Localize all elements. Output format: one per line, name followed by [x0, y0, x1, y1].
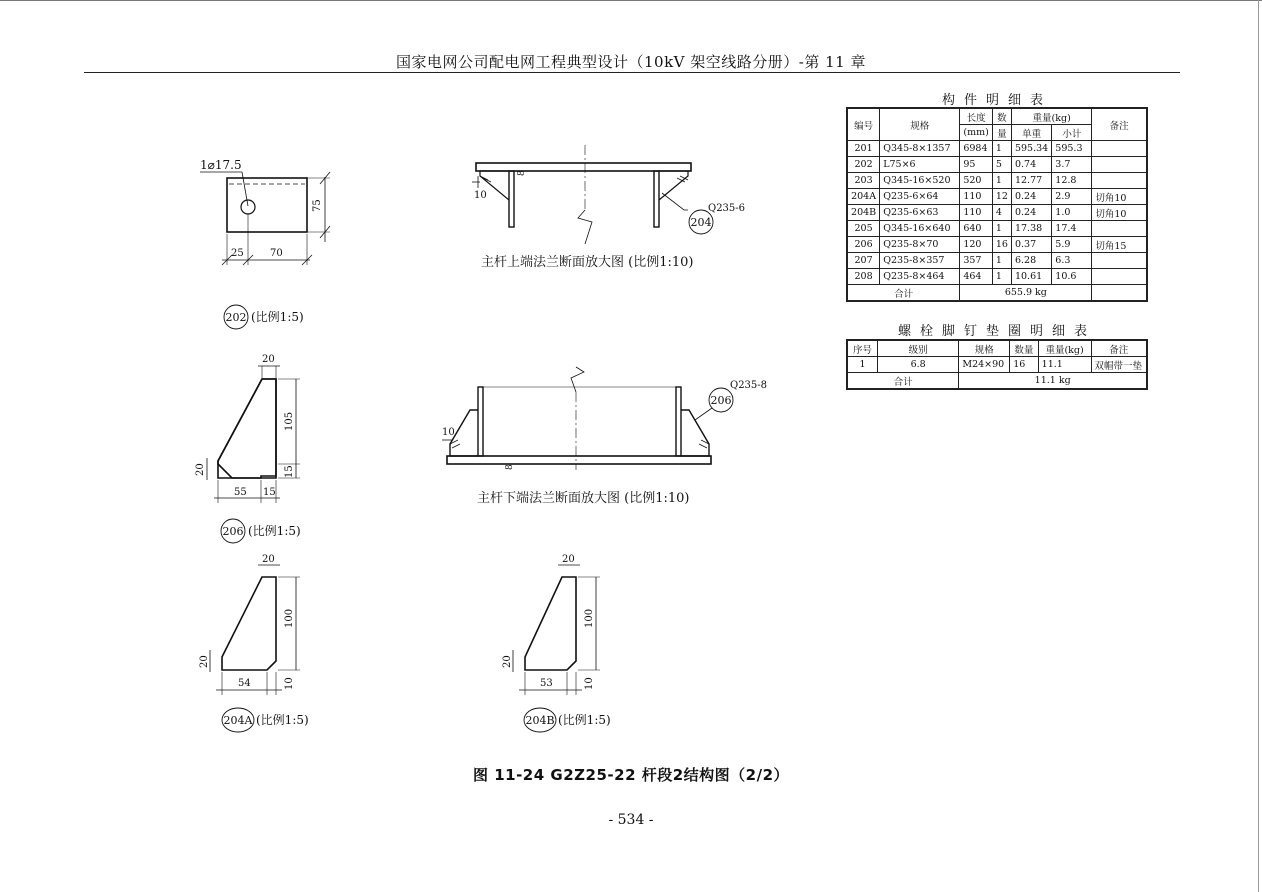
part-202-drawing: [200, 158, 330, 329]
cell-no: 204A: [847, 189, 880, 205]
part-204a-drawing: [199, 554, 309, 732]
cell-spec: Q345-8×1357: [880, 141, 960, 157]
part-206-dim-top: 20: [262, 354, 275, 365]
cell-length: 640: [960, 221, 993, 237]
lower-flange-drawing: [442, 367, 767, 506]
cell-unit: 12.77: [1011, 173, 1051, 189]
cell-no: 208: [847, 269, 880, 285]
lower-flange-weld-a: 8: [505, 464, 515, 470]
bolts-table-title: 螺栓脚钉垫圈明细表: [897, 324, 1096, 339]
total-value: 11.1 kg: [959, 373, 1147, 390]
part-206-tag: 206: [222, 525, 244, 538]
cell-remark: 切角10: [1092, 189, 1147, 205]
cell-unit: 0.37: [1011, 237, 1051, 253]
cell-sub: 6.3: [1052, 253, 1092, 269]
part-202-tag: 202: [225, 311, 247, 324]
cell-length: 520: [960, 173, 993, 189]
cell-no: 203: [847, 173, 880, 189]
cell-spec: Q235-6×64: [880, 189, 960, 205]
cell-qty: 5: [992, 157, 1011, 173]
part-206-dim-h: 105: [284, 411, 295, 431]
upper-flange-material: Q235-6: [708, 203, 746, 214]
cell-unit: 17.38: [1011, 221, 1051, 237]
part-202-dim-height: 75: [312, 199, 323, 212]
cell-spec: Q235-8×357: [880, 253, 960, 269]
header-weight: 重量(kg): [1038, 340, 1091, 357]
header-remark: 备注: [1092, 108, 1147, 141]
header-length: 长度: [960, 108, 993, 125]
part-206-dim-right: 15: [284, 465, 295, 478]
cell-qty: 4: [992, 205, 1011, 221]
figure-caption: 图 11-24 G2Z25-22 杆段2结构图（2/2）: [472, 766, 790, 784]
cell-qty: 16: [1010, 357, 1038, 373]
header-length-unit: (mm): [960, 125, 993, 141]
part-204a-dim-bottom: 54: [238, 678, 251, 689]
cell-spec: Q235-6×63: [880, 205, 960, 221]
header-remark: 备注: [1091, 340, 1147, 357]
cell-sub: 595.3: [1052, 141, 1092, 157]
total-value: 655.9 kg: [960, 285, 1092, 302]
header-grade: 级别: [878, 340, 959, 357]
part-204a-dim-cut: 10: [284, 677, 295, 690]
cell-no: 205: [847, 221, 880, 237]
cell-unit: 0.24: [1011, 205, 1051, 221]
part-204a-dim-top: 20: [262, 554, 275, 565]
cell-unit: 10.61: [1011, 269, 1051, 285]
part-204b-dim-h: 100: [584, 608, 595, 628]
part-206-dim-bottom: 55: [234, 487, 247, 498]
part-204a-dim-h: 100: [284, 608, 295, 628]
total-label: 合计: [847, 373, 959, 390]
header-seq: 序号: [847, 340, 878, 357]
cell-remark: 切角10: [1092, 205, 1147, 221]
cell-sub: 2.9: [1052, 189, 1092, 205]
header-no: 编号: [847, 108, 880, 141]
part-204b-dim-left: 20: [502, 655, 513, 668]
cell-unit: 0.24: [1011, 189, 1051, 205]
cell-remark: 双帽带一垫: [1091, 357, 1147, 373]
cell-seq: 1: [847, 357, 878, 373]
cell-sub: 12.8: [1052, 173, 1092, 189]
header-qty: 数量: [1010, 340, 1038, 357]
lower-flange-caption: 主杆下端法兰断面放大图 (比例1:10): [477, 491, 690, 506]
part-204a-tag: 204A: [223, 714, 253, 727]
header-unit-weight: 单重: [1011, 125, 1051, 141]
cell-length: 110: [960, 205, 993, 221]
lower-flange-material: Q235-8: [730, 380, 768, 391]
cell-qty: 1: [992, 141, 1011, 157]
page-header-title: 国家电网公司配电网工程典型设计（10kV 架空线路分册）-第 11 章: [396, 53, 866, 71]
cell-qty: 12: [992, 189, 1011, 205]
part-204b-drawing: [502, 554, 611, 732]
cell-sub: 3.7: [1052, 157, 1092, 173]
cell-spec: L75×6: [880, 157, 960, 173]
header-qty-2: 量: [992, 125, 1011, 141]
cell-length: 120: [960, 237, 993, 253]
part-204b-scale: (比例1:5): [558, 713, 611, 727]
part-204b-dim-bottom: 53: [540, 678, 553, 689]
header-spec: 规格: [959, 340, 1010, 357]
cell-no: 204B: [847, 205, 880, 221]
header-qty: 数: [992, 108, 1011, 125]
part-204a-scale: (比例1:5): [256, 713, 309, 727]
cell-unit: 6.28: [1011, 253, 1051, 269]
cell-no: 207: [847, 253, 880, 269]
header-weight: 重量(kg): [1011, 108, 1091, 125]
part-206-drawing: [195, 354, 301, 543]
cell-sub: 5.9: [1052, 237, 1092, 253]
cell-sub: 17.4: [1052, 221, 1092, 237]
part-204b-dim-top: 20: [562, 554, 575, 565]
part-206-scale: (比例1:5): [248, 524, 301, 538]
header-spec: 规格: [880, 108, 960, 141]
part-202-dim-a: 25: [231, 248, 244, 259]
upper-flange-weld-b: 10: [474, 190, 487, 201]
cell-sub: 1.0: [1052, 205, 1092, 221]
part-206-dim-cut: 15: [263, 487, 276, 498]
cell-length: 464: [960, 269, 993, 285]
part-206-dim-left: 20: [195, 463, 206, 476]
total-label: 合计: [847, 285, 960, 302]
cell-spec: M24×90: [959, 357, 1010, 373]
cell-unit: 0.74: [1011, 157, 1051, 173]
header-subtotal: 小计: [1052, 125, 1092, 141]
cell-grade: 6.8: [878, 357, 959, 373]
cell-length: 357: [960, 253, 993, 269]
cell-spec: Q345-16×520: [880, 173, 960, 189]
cell-sub: 10.6: [1052, 269, 1092, 285]
upper-flange-tag: 204: [690, 216, 712, 229]
part-202-hole-label: 1⌀17.5: [200, 158, 242, 172]
cell-unit: 595.34: [1011, 141, 1051, 157]
cell-weight: 11.1: [1038, 357, 1091, 373]
cell-qty: 16: [992, 237, 1011, 253]
upper-flange-caption: 主杆上端法兰断面放大图 (比例1:10): [481, 255, 694, 270]
cell-no: 206: [847, 237, 880, 253]
lower-flange-tag: 206: [710, 394, 732, 407]
page-number: - 534 -: [608, 812, 654, 828]
cell-qty: 1: [992, 221, 1011, 237]
cell-qty: 1: [992, 253, 1011, 269]
cell-qty: 1: [992, 173, 1011, 189]
cell-spec: Q345-16×640: [880, 221, 960, 237]
part-204a-dim-left: 20: [199, 655, 210, 668]
cell-length: 6984: [960, 141, 993, 157]
cell-remark: 切角15: [1092, 237, 1147, 253]
lower-flange-weld-b: 10: [442, 427, 455, 438]
part-204b-tag: 204B: [525, 714, 555, 727]
cell-no: 202: [847, 157, 880, 173]
cell-no: 201: [847, 141, 880, 157]
cell-length: 95: [960, 157, 993, 173]
upper-flange-weld-a: 8: [517, 170, 527, 176]
cell-qty: 1: [992, 269, 1011, 285]
part-204b-dim-cut: 10: [584, 677, 595, 690]
cell-spec: Q235-8×464: [880, 269, 960, 285]
cell-length: 110: [960, 189, 993, 205]
part-202-scale: (比例1:5): [251, 310, 304, 324]
components-table-title: 构件明细表: [941, 93, 1052, 108]
part-202-dim-b: 70: [270, 248, 283, 259]
cell-spec: Q235-8×70: [880, 237, 960, 253]
upper-flange-drawing: [472, 145, 745, 270]
